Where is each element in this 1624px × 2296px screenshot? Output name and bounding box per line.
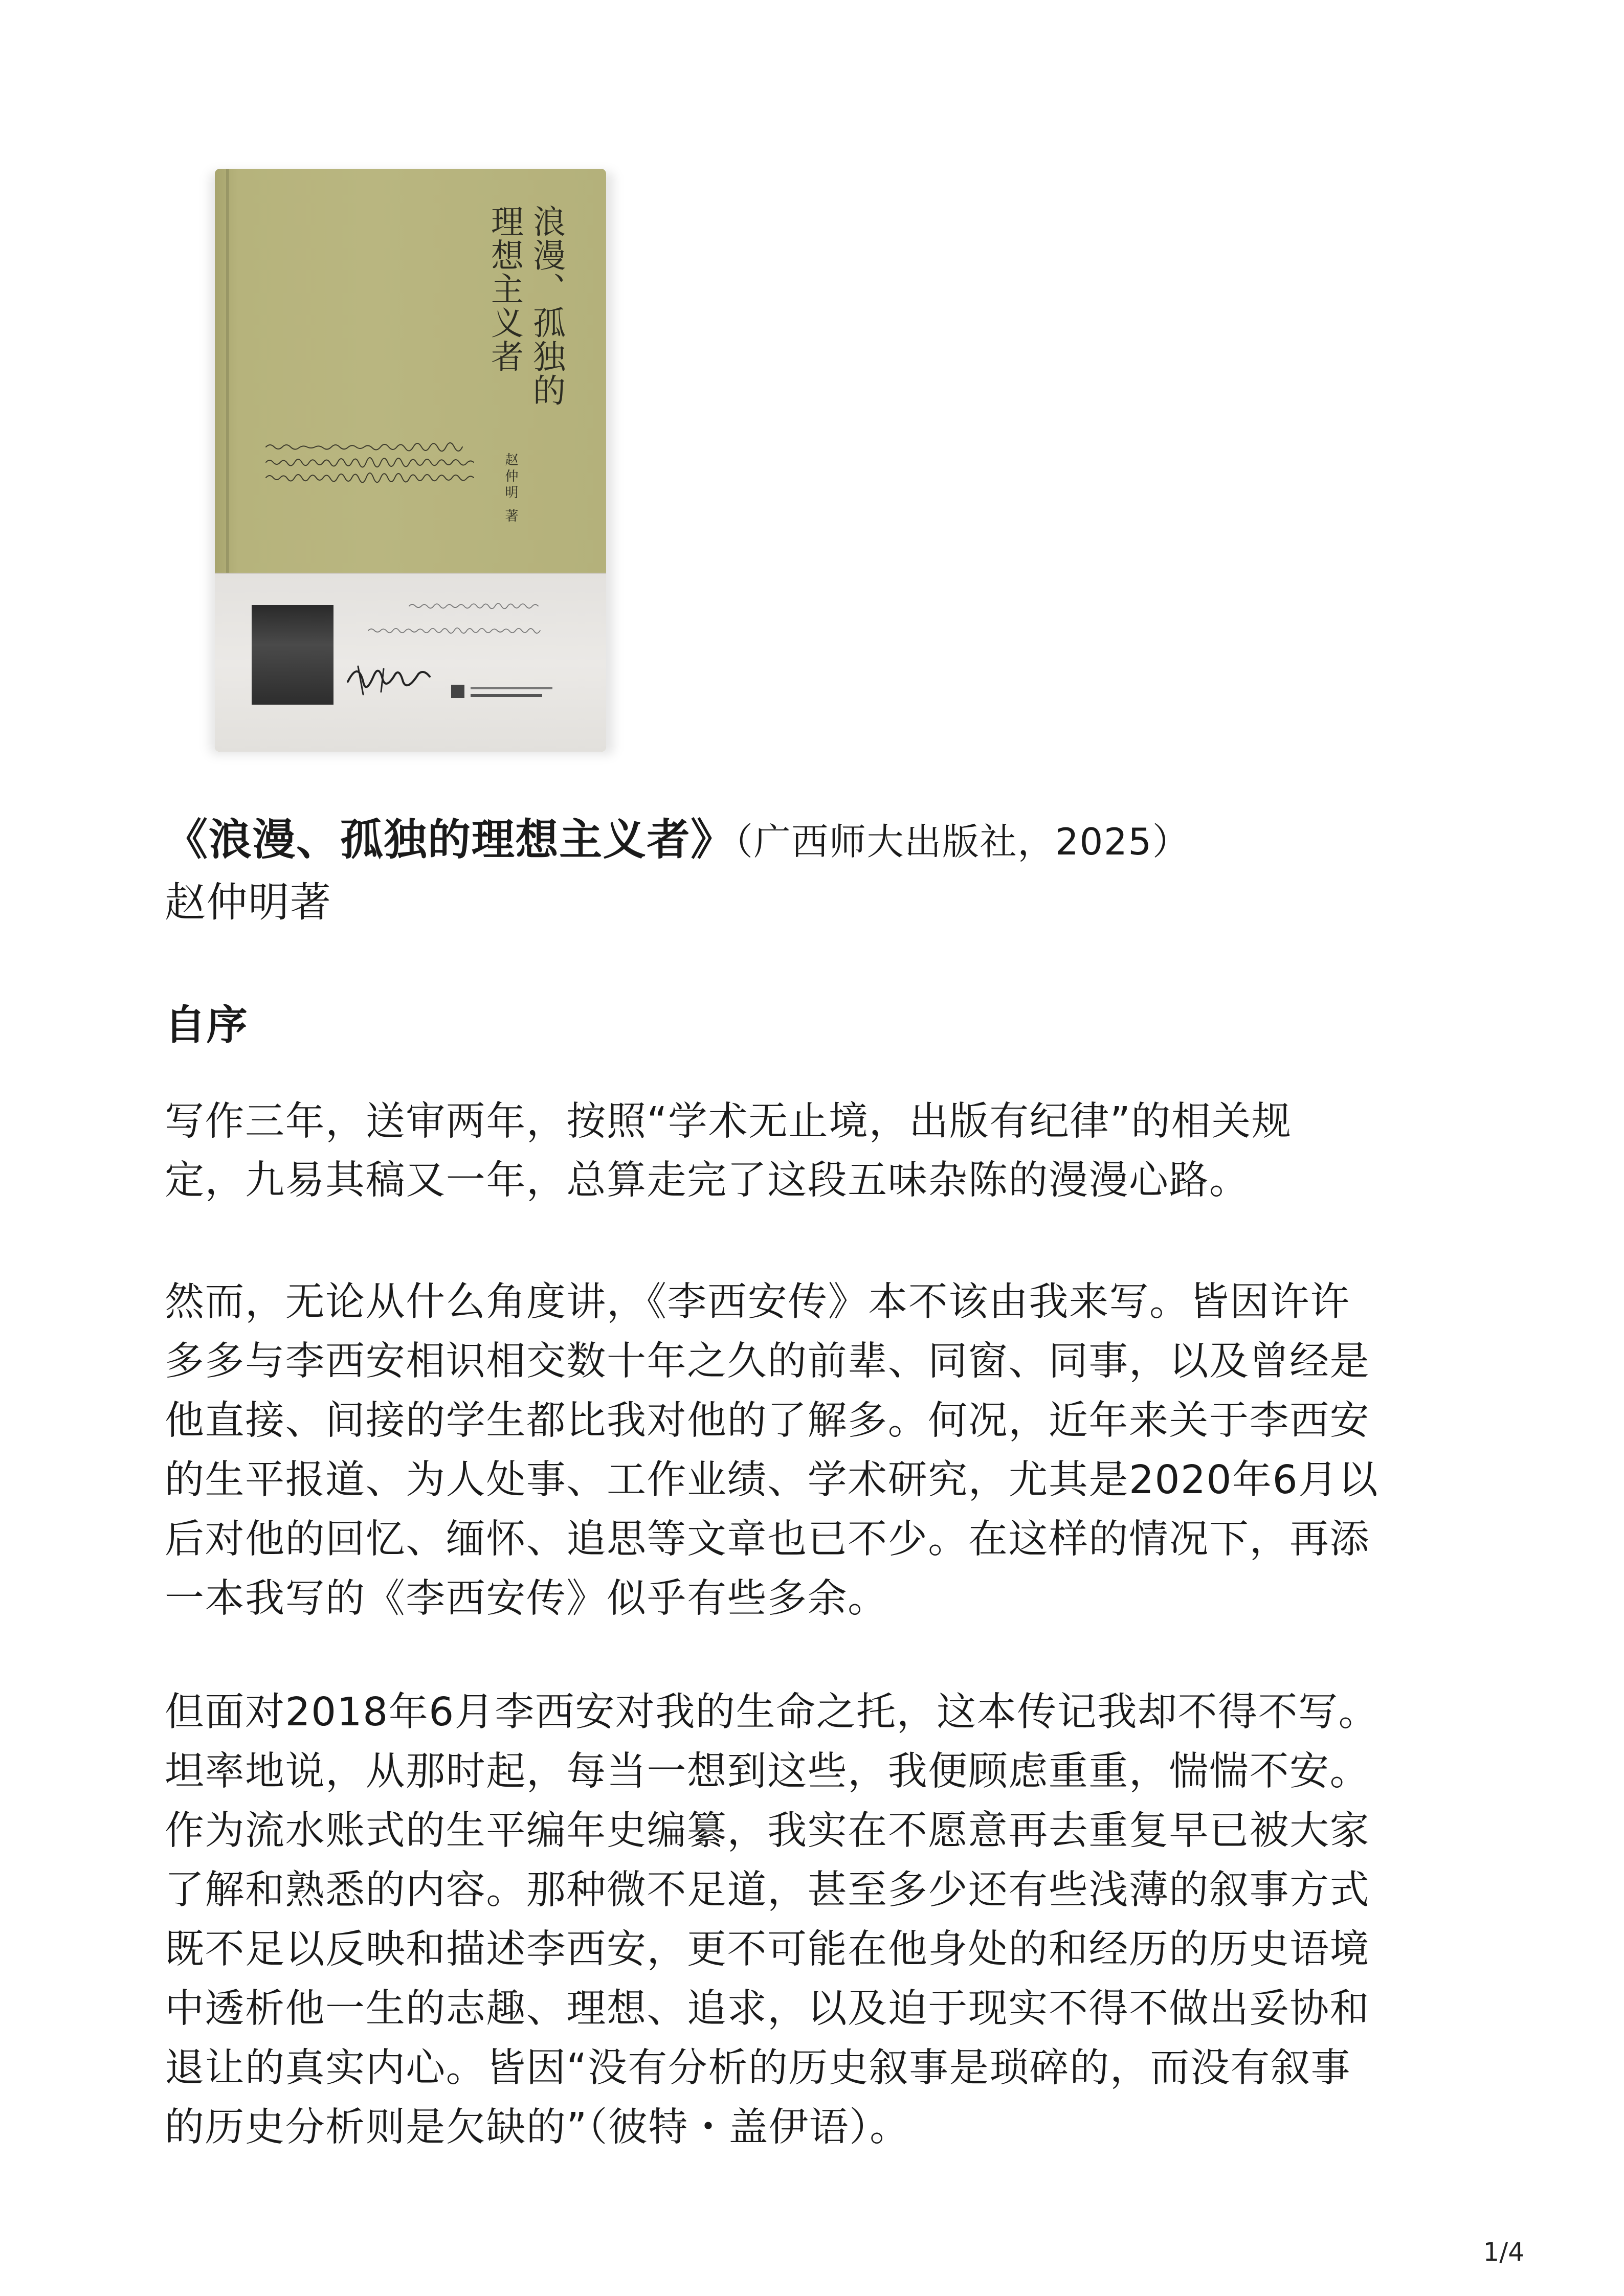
publisher-info: （广西师大出版社，2025） [734,820,1190,863]
cover-title [481,205,563,470]
band-handwriting-icon [353,595,593,651]
paragraph-3-line-5: 既不足以反映和描述李西安，更不可能在他身处的和经历的历史语境 [165,1927,1370,1972]
paragraph-3-line-1: 但面对2018年6月李西安对我的生命之托，这本传记我却不得不写。 [165,1690,1379,1735]
book-cover-image [215,169,606,752]
author-portrait-photo [252,605,333,705]
book-author: 赵仲明著 [165,879,332,926]
paragraph-3-line-8: 的历史分析则是欠缺的”（彼特・盖伊语）。 [165,2105,910,2150]
paragraph-1-line-1: 写作三年，送审两年，按照“学术无止境，出版有纪律”的相关规 [165,1099,1292,1144]
publisher-logo-icon [450,682,558,702]
paragraph-2-line-5: 后对他的回忆、缅怀、追思等文章也已不少。在这样的情况下，再添 [165,1517,1370,1562]
paragraph-1-line-2: 定，九易其稿又一年，总算走完了这段五味杂陈的漫漫心路。 [165,1158,1250,1203]
handwriting-scribble-icon [263,440,488,496]
section-title: 自序 [165,1001,249,1049]
paragraph-2-line-3: 他直接、间接的学生都比我对他的了解多。何况，近年来关于李西安 [165,1398,1370,1444]
cover-board [215,169,606,752]
signature-icon [343,651,435,707]
paragraph-2-line-1: 然而，无论从什么角度讲，《李西安传》本不该由我来写。皆因许许 [165,1279,1350,1325]
paragraph-2-line-4: 的生平报道、为人处事、工作业绩、学术研究，尤其是2020年6月以 [165,1457,1379,1503]
cover-belly-band [215,573,606,752]
page-number: 1/4 [1483,2237,1524,2267]
paragraph-3-line-2: 坦率地说，从那时起，每当一想到这些，我便顾虑重重，惴惴不安。 [165,1749,1370,1794]
paragraph-3-line-4: 了解和熟悉的内容。那种微不足道，甚至多少还有些浅薄的叙事方式 [165,1867,1370,1913]
cover-title-col2: 理想主义者 [485,205,523,373]
paragraph-3-line-7: 退让的真实内心。皆因“没有分析的历史叙事是琐碎的，而没有叙事 [165,2045,1351,2091]
paragraph-3-line-3: 作为流水账式的生平编年史编纂，我实在不愿意再去重复早已被大家 [165,1808,1370,1854]
paragraph-3-line-6: 中透析他一生的志趣、理想、追求，以及迫于现实不得不做出妥协和 [165,1986,1370,2032]
book-title-line [165,815,1190,865]
book-title: 《浪漫、孤独的理想主义者》 [165,815,735,865]
cover-title-col1: 浪漫、孤独的 [527,205,565,407]
paragraph-2-line-2: 多多与李西安相识相交数十年之久的前辈、同窗、同事，以及曾经是 [165,1339,1370,1384]
cover-author: 赵仲明 著 [503,453,518,526]
paragraph-2-line-6: 一本我写的《李西安传》似乎有些多余。 [165,1576,888,1622]
